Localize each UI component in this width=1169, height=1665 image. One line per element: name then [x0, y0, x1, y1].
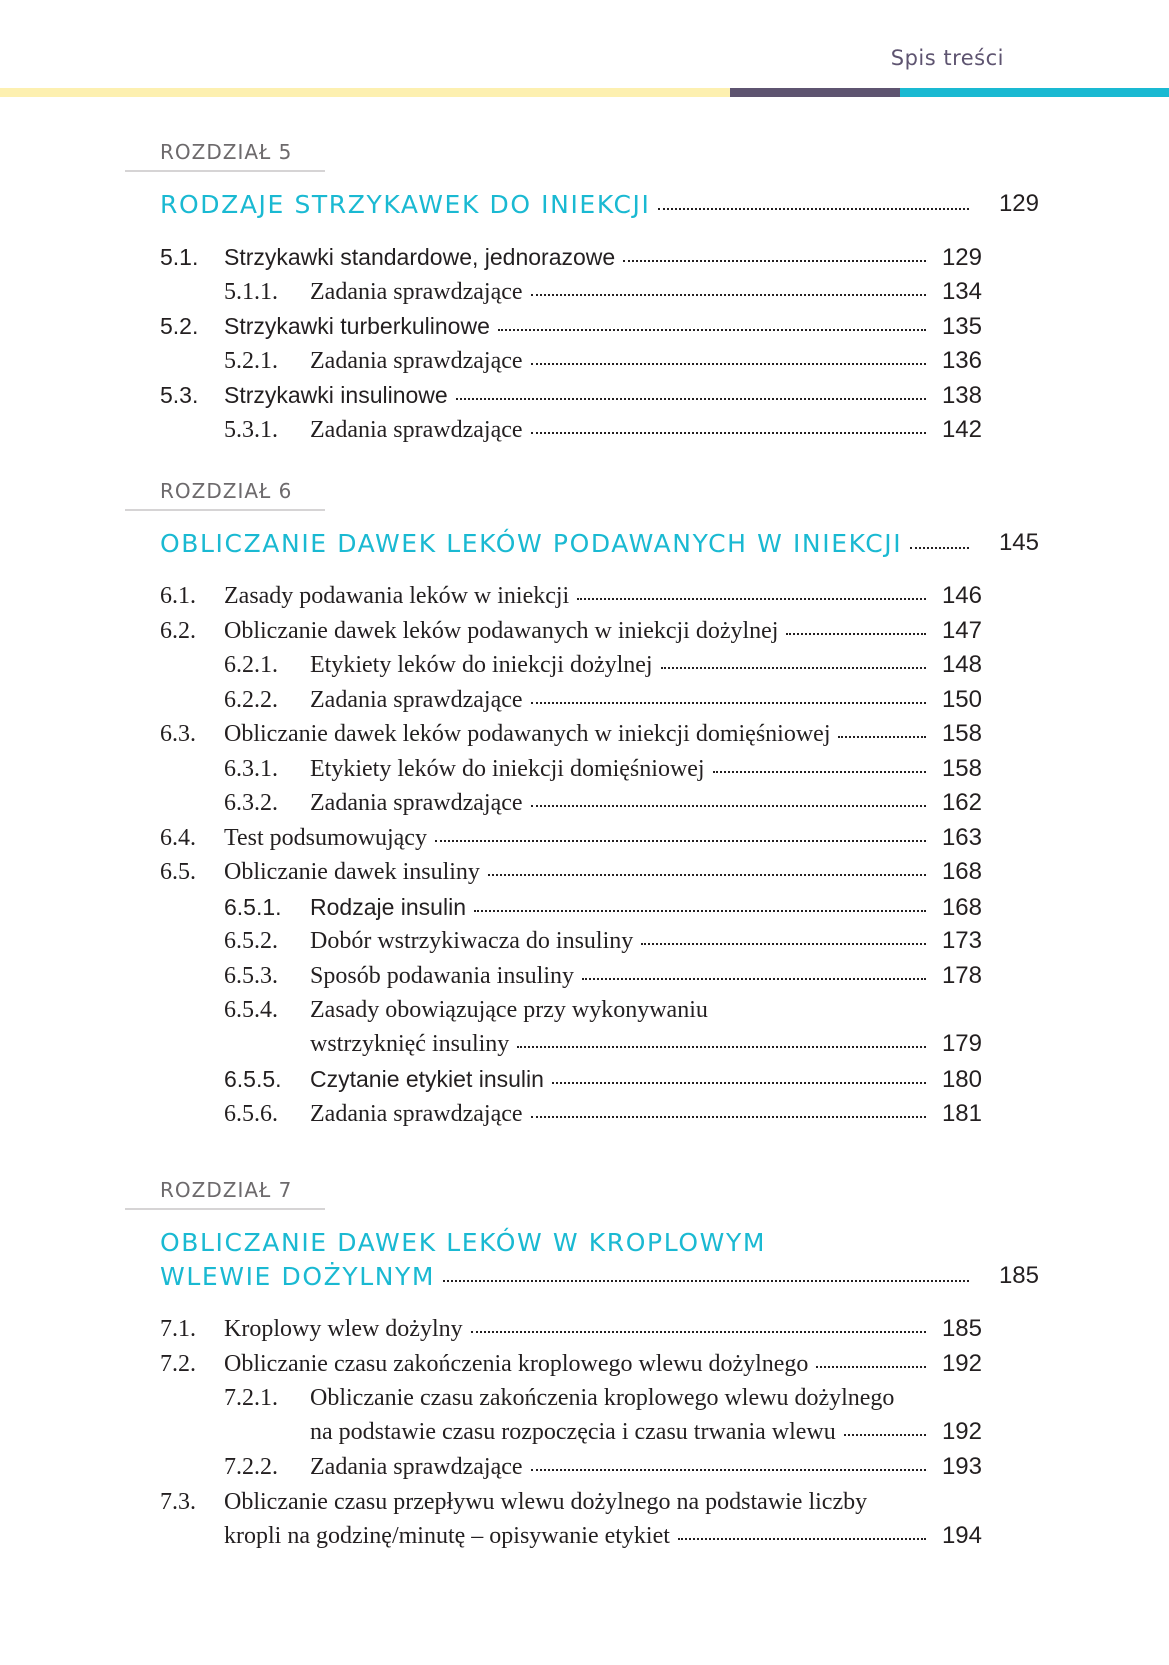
toc-entry-line	[160, 855, 982, 889]
toc-entry-title: Czytanie etykiet insulin	[310, 1066, 544, 1092]
toc-entry-page-number: 185	[941, 1315, 982, 1342]
toc-entry-page-number: 192	[941, 1349, 982, 1377]
toc-entry-number: 6.3.	[160, 721, 196, 747]
dot-leader	[531, 432, 926, 434]
toc-entry[interactable]	[160, 855, 982, 890]
toc-entry-number: 7.1.	[160, 1316, 196, 1342]
dot-leader	[531, 1116, 926, 1118]
toc-entry[interactable]	[160, 1347, 982, 1382]
chapter-label: ROZDZIAŁ 7	[160, 1178, 293, 1202]
toc-entry-number: 5.2.	[160, 313, 199, 339]
toc-entry-title: Obliczanie dawek insuliny	[224, 859, 480, 885]
toc-entry-number: 6.5.1.	[224, 893, 282, 920]
toc-entry-page-number: 173	[941, 927, 982, 954]
toc-entry[interactable]	[224, 1450, 982, 1485]
chapter-title-line	[160, 1260, 975, 1294]
toc-entry-number: 7.3.	[160, 1488, 196, 1515]
toc-entry-title: Obliczanie czasu zakończenia kroplowego wlewu dożylnego	[310, 1385, 895, 1411]
toc-entry-page-number: 194	[941, 1521, 982, 1549]
toc-entry-number: 5.3.1.	[224, 416, 278, 443]
toc-entry-title: Etykiety leków do iniekcji dożylnej	[310, 652, 653, 678]
toc-entry[interactable]	[224, 786, 982, 821]
toc-entry-number: 6.5.5.	[224, 1066, 282, 1092]
toc-entry[interactable]	[224, 752, 982, 787]
toc-entry-page-number: 162	[941, 789, 982, 816]
dot-leader	[641, 943, 926, 945]
toc-entry-line	[224, 890, 982, 924]
toc-entry-title: Sposób podawania insuliny	[310, 962, 574, 989]
toc-entry-title: Obliczanie czasu przepływu wlewu dożylnego na podstawie liczby	[224, 1488, 868, 1515]
chapter-title-text: WLEWIE DOŻYLNYM	[160, 1262, 436, 1291]
toc-entry-title: Etykiety leków do iniekcji domięśniowej	[310, 755, 705, 782]
toc-entry-line	[160, 378, 982, 412]
toc-entry[interactable]	[224, 1381, 982, 1450]
toc-entry-line	[224, 1062, 982, 1096]
dot-leader	[838, 736, 926, 738]
chapter-title-link[interactable]	[160, 1226, 975, 1294]
toc-entry-page-number: 163	[941, 823, 982, 851]
chapter-title-line	[160, 188, 975, 222]
toc-entry[interactable]	[160, 614, 982, 649]
toc-entry-title: Zadania sprawdzające	[310, 1100, 523, 1127]
toc-entry-line	[224, 752, 982, 786]
toc-entry-line	[224, 959, 982, 993]
toc-entry-page-number: 148	[941, 651, 982, 678]
chapter-title-text: OBLICZANIE DAWEK LEKÓW PODAWANYCH W INIEKCJI	[160, 529, 903, 558]
toc-entry-page-number: 192	[941, 1418, 982, 1445]
color-bar-purple	[730, 88, 900, 97]
toc-entry-line	[160, 1519, 982, 1553]
dot-leader	[471, 1331, 926, 1333]
toc-entry-page-number: 168	[941, 893, 982, 921]
toc-entry[interactable]	[160, 309, 982, 344]
toc-entry[interactable]	[224, 993, 982, 1062]
toc-entry-line	[160, 309, 982, 343]
toc-entry-number: 6.5.6.	[224, 1100, 278, 1127]
header-color-bar	[0, 88, 1169, 97]
toc-entry-line	[224, 683, 982, 717]
toc-entry-title-continued: kropli na godzinę/minutę – opisywanie etykiet	[224, 1522, 670, 1549]
dot-leader	[816, 1366, 926, 1368]
toc-entry-title: Strzykawki standardowe, jednorazowe	[224, 244, 616, 270]
toc-entry-number: 6.5.2.	[224, 928, 278, 954]
dot-leader	[531, 294, 926, 296]
chapter-page-number: 129	[998, 190, 1039, 217]
toc-entry-line	[224, 993, 982, 1027]
toc-entry-title: Zadania sprawdzające	[310, 278, 523, 305]
toc-entry-line	[224, 1450, 982, 1484]
dot-leader	[531, 702, 926, 704]
toc-entry[interactable]	[160, 1485, 982, 1554]
chapter-title-link[interactable]	[160, 188, 975, 222]
toc-entry-page-number: 136	[941, 346, 982, 374]
toc-entry-title-continued: wstrzyknięć insuliny	[310, 1031, 510, 1057]
toc-entry-title: Zadania sprawdzające	[310, 1454, 523, 1480]
dot-leader	[474, 910, 926, 912]
toc-entry[interactable]	[160, 821, 982, 856]
dot-leader	[577, 598, 926, 600]
chapter-label: ROZDZIAŁ 5	[160, 140, 293, 164]
toc-entry-number: 6.5.4.	[224, 997, 278, 1023]
chapter-divider	[125, 1208, 325, 1210]
toc-entry-number: 6.5.	[160, 859, 196, 885]
toc-entry-number: 6.4.	[160, 824, 196, 851]
dot-leader	[435, 840, 926, 842]
toc-entry-number: 6.5.3.	[224, 962, 278, 989]
toc-entry-title: Strzykawki insulinowe	[224, 382, 448, 408]
toc-entry-page-number: 180	[941, 1066, 982, 1093]
page-header-title: Spis treści	[890, 46, 1004, 70]
toc-entry-number: 7.2.	[160, 1350, 196, 1377]
dot-leader	[786, 633, 926, 635]
dot-leader	[531, 805, 926, 807]
toc-entry-title: Rodzaje insulin	[310, 893, 466, 920]
dot-leader	[531, 1469, 926, 1471]
toc-entry-line	[160, 240, 982, 274]
color-bar-yellow	[0, 88, 730, 97]
toc-entry-line	[160, 614, 982, 648]
toc-entry[interactable]	[224, 959, 982, 994]
toc-entry[interactable]	[160, 240, 982, 275]
toc-entry-page-number: 138	[941, 382, 982, 409]
dot-leader	[582, 978, 926, 980]
toc-entry-line	[224, 786, 982, 820]
toc-entry-page-number: 135	[941, 313, 982, 340]
toc-entry-page-number: 147	[941, 616, 982, 644]
toc-entry-number: 5.1.	[160, 244, 199, 270]
toc-entry-line	[224, 275, 982, 309]
toc-entry[interactable]	[224, 648, 982, 683]
toc-entry-number: 6.3.1.	[224, 755, 278, 782]
toc-entry[interactable]	[224, 683, 982, 718]
chapter-title-text: OBLICZANIE DAWEK LEKÓW W KROPLOWYM	[160, 1228, 766, 1257]
dot-leader	[713, 771, 926, 773]
toc-entry-title: Obliczanie dawek leków podawanych w iniekcji domięśniowej	[224, 721, 831, 747]
dot-leader	[517, 1046, 926, 1048]
toc-entry-number: 7.2.1.	[224, 1385, 278, 1411]
toc-entry-number: 6.2.1.	[224, 652, 278, 678]
dot-leader	[658, 208, 969, 210]
dot-leader	[678, 1538, 926, 1540]
toc-entry-page-number: 193	[941, 1453, 982, 1480]
dot-leader	[844, 1434, 926, 1436]
toc-entry-number: 6.2.	[160, 617, 196, 644]
chapter-title-text: RODZAJE STRZYKAWEK DO INIEKCJI	[160, 190, 651, 219]
toc-entry[interactable]	[160, 378, 982, 413]
toc-entry[interactable]	[224, 890, 982, 925]
toc-entry-title: Zadania sprawdzające	[310, 416, 523, 443]
chapter-label: ROZDZIAŁ 6	[160, 479, 293, 503]
toc-entry-title: Zadania sprawdzające	[310, 790, 523, 816]
toc-entry[interactable]	[224, 275, 982, 310]
toc-entry-page-number: 158	[941, 754, 982, 782]
dot-leader	[456, 398, 926, 400]
toc-entry-page-number: 158	[941, 720, 982, 747]
chapter-divider	[125, 170, 325, 172]
toc-entry-title: Zadania sprawdzające	[310, 686, 523, 713]
toc-entry-page-number: 146	[941, 582, 982, 609]
toc-entry[interactable]	[224, 413, 982, 448]
toc-entry[interactable]	[160, 717, 982, 752]
toc-entry[interactable]	[224, 1097, 982, 1132]
toc-entry-line	[224, 924, 982, 958]
chapter-page-number: 185	[998, 1262, 1039, 1289]
chapter-page-number: 145	[998, 529, 1039, 556]
toc-entry-line	[224, 1097, 982, 1131]
toc-entry-line	[224, 1027, 982, 1061]
toc-entry[interactable]	[160, 579, 982, 614]
toc-entry-number: 6.1.	[160, 583, 196, 609]
toc-entry-page-number: 168	[941, 858, 982, 885]
toc-entry-page-number: 142	[941, 415, 982, 443]
dot-leader	[910, 547, 969, 549]
dot-leader	[661, 667, 926, 669]
toc-entry-number: 5.1.1.	[224, 278, 278, 305]
chapter-divider	[125, 509, 325, 511]
toc-entry[interactable]	[224, 924, 982, 959]
dot-leader	[488, 874, 926, 876]
toc-entry-line	[160, 821, 982, 855]
toc-entry-line	[224, 1415, 982, 1449]
dot-leader	[623, 260, 926, 262]
toc-entry-title: Obliczanie dawek leków podawanych w iniekcji dożylnej	[224, 617, 779, 644]
toc-entry-title: Strzykawki turberkulinowe	[224, 313, 490, 339]
toc-entry-line	[160, 1312, 982, 1346]
toc-entry-page-number: 129	[941, 244, 982, 271]
toc-entry-title: Test podsumowujący	[224, 824, 427, 851]
toc-entry-page-number: 150	[941, 685, 982, 713]
color-bar-cyan	[900, 88, 1169, 97]
toc-entry-line	[224, 344, 982, 378]
toc-entry-number: 7.2.2.	[224, 1454, 278, 1480]
toc-entry-page-number: 181	[941, 1099, 982, 1127]
toc-entry[interactable]	[224, 344, 982, 379]
toc-entry-title: Zasady podawania leków w iniekcji	[224, 583, 570, 609]
toc-entry-title: Obliczanie czasu zakończenia kroplowego wlewu dożylnego	[224, 1350, 809, 1377]
dot-leader	[552, 1082, 926, 1084]
toc-entry-title: Zasady obowiązujące przy wykonywaniu	[310, 997, 708, 1023]
dot-leader	[443, 1280, 969, 1282]
toc-entry-number: 6.3.2.	[224, 790, 278, 816]
dot-leader	[498, 329, 926, 331]
chapter-title-link[interactable]	[160, 527, 975, 561]
toc-entry-title: Zadania sprawdzające	[310, 347, 523, 374]
toc-entry-number: 5.3.	[160, 382, 199, 408]
toc-entry-number: 5.2.1.	[224, 347, 278, 374]
toc-entry-page-number: 179	[941, 1030, 982, 1057]
dot-leader	[531, 363, 926, 365]
toc-entry-title: Dobór wstrzykiwacza do insuliny	[310, 928, 634, 954]
toc-entry-line	[224, 648, 982, 682]
toc-entry-title: Kroplowy wlew dożylny	[224, 1316, 463, 1342]
toc-entry-line	[160, 579, 982, 613]
toc-entry-number: 6.2.2.	[224, 686, 278, 713]
chapter-title-line	[160, 1226, 975, 1260]
toc-entry-line	[224, 413, 982, 447]
toc-entry[interactable]	[160, 1312, 982, 1347]
toc-entry-line	[160, 1485, 982, 1519]
chapter-title-line	[160, 527, 975, 561]
toc-entry-line	[160, 1347, 982, 1381]
toc-entry-page-number: 178	[941, 961, 982, 989]
toc-entry-line	[224, 1381, 982, 1415]
toc-entry-line	[160, 717, 982, 751]
toc-entry-page-number: 134	[941, 277, 982, 305]
toc-entry-title-continued: na podstawie czasu rozpoczęcia i czasu trwania wlewu	[310, 1419, 836, 1445]
toc-entry[interactable]	[224, 1062, 982, 1097]
